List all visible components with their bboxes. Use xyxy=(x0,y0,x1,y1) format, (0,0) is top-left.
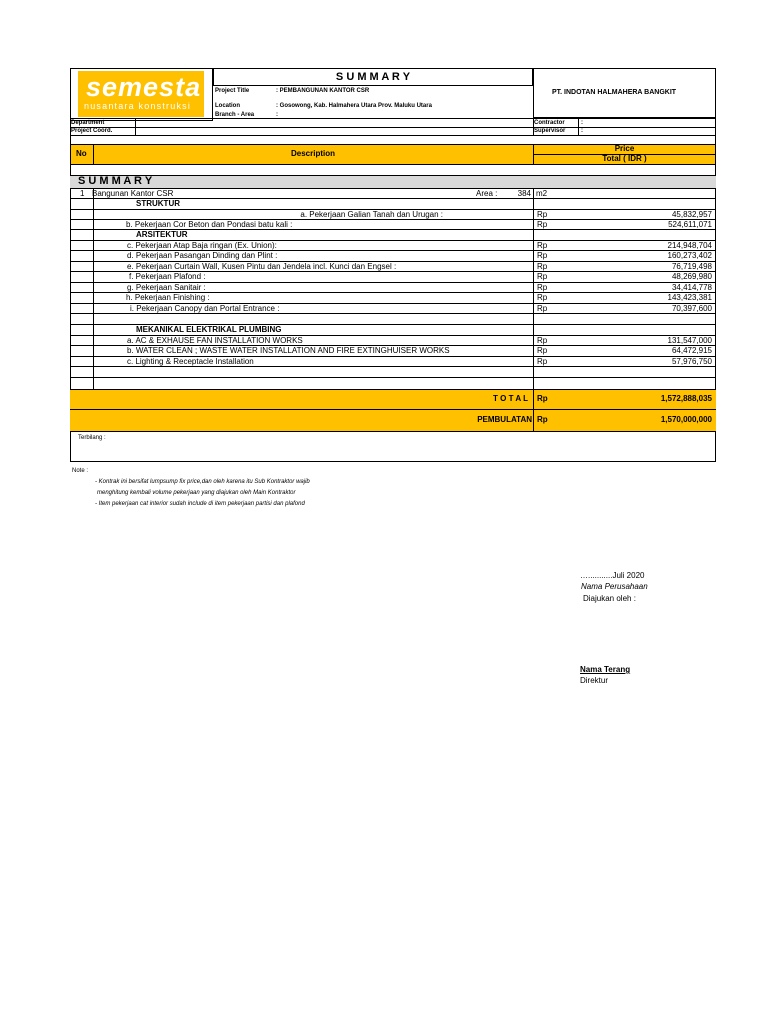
item-label: f. Pekerjaan Plafond : xyxy=(129,272,206,281)
project-title-label: Project Title xyxy=(215,88,250,94)
item-currency: Rp xyxy=(537,304,548,313)
item-currency: Rp xyxy=(537,262,548,271)
submitted-by: Diajukan oleh : xyxy=(583,594,636,603)
item-amount: 45,832,957 xyxy=(671,210,712,219)
main-item-number: 1 xyxy=(80,189,85,198)
item-currency: Rp xyxy=(537,357,548,366)
logo-subtitle: nusantara konstruksi xyxy=(84,101,192,111)
signatory-name: Nama Terang xyxy=(580,665,631,674)
col-price-header: Price xyxy=(614,144,635,153)
total-row xyxy=(70,389,716,410)
rounding-row xyxy=(70,410,716,432)
divider xyxy=(578,118,579,135)
item-currency: Rp xyxy=(537,283,548,292)
section-title: S U M M A R Y xyxy=(78,175,153,187)
contractor-value: : xyxy=(581,120,583,126)
item-label: a. AC & EXHAUSE FAN INSTALLATION WORKS xyxy=(127,336,303,345)
item-label: e. Pekerjaan Curtain Wall, Kusen Pintu dan Jendela incl. Kunci dan Engsel : xyxy=(127,262,397,271)
item-currency: Rp xyxy=(537,251,548,260)
location-label: Location xyxy=(215,103,240,109)
row-separator xyxy=(70,313,716,314)
terbilang-label: Terbilang : xyxy=(78,435,106,441)
project-title-value: : PEMBANGUNAN KANTOR CSR xyxy=(276,88,370,94)
group-title-arsitektur: ARSITEKTUR xyxy=(136,230,188,239)
total-label: T O T A L xyxy=(493,394,528,403)
item-currency: Rp xyxy=(537,293,548,302)
area-unit: m2 xyxy=(536,189,548,198)
signature-date: …...........Juli 2020 xyxy=(580,571,645,580)
divider xyxy=(70,118,716,119)
item-currency: Rp xyxy=(537,336,548,345)
total-amount: 1,572,888,035 xyxy=(660,394,712,403)
note-label: Note : xyxy=(72,468,89,474)
item-label: b. WATER CLEAN ; WASTE WATER INSTALLATION AND FIRE EXTINGHUISER WORKS xyxy=(127,346,450,355)
item-label: d. Pekerjaan Pasangan Dinding dan Plint : xyxy=(127,251,278,260)
contractor-label: Contractor xyxy=(534,120,565,126)
note-line: menghitung kembali volume pekerjaan yang diajukan oleh Main Kontraktor xyxy=(97,490,296,496)
item-currency: Rp xyxy=(537,346,548,355)
item-amount: 214,948,704 xyxy=(667,241,712,250)
main-item-name: Bangunan Kantor CSR xyxy=(92,189,174,198)
group-title-struktur: STRUKTUR xyxy=(136,199,180,208)
branch-label: Branch - Area xyxy=(215,112,255,118)
item-amount: 64,472,915 xyxy=(671,346,712,355)
divider xyxy=(70,127,716,128)
item-label: b. Pekerjaan Cor Beton dan Pondasi batu kali : xyxy=(126,220,293,229)
rounding-amount: 1,570,000,000 xyxy=(660,415,712,424)
item-label: g. Pekerjaan Sanitair : xyxy=(127,283,206,292)
item-currency: Rp xyxy=(537,272,548,281)
row-separator xyxy=(70,366,716,367)
item-amount: 524,611,071 xyxy=(668,220,712,229)
department-label: Department xyxy=(71,120,105,126)
rounding-currency: Rp xyxy=(537,415,548,424)
project-coord-label: Project Coord. xyxy=(71,128,113,134)
col-description-header: Description xyxy=(290,149,335,158)
rounding-label: PEMBULATAN xyxy=(477,415,532,424)
company-name: Nama Perusahaan xyxy=(581,582,648,591)
item-amount: 131,547,000 xyxy=(667,336,712,345)
item-label: i. Pekerjaan Canopy dan Portal Entrance : xyxy=(130,304,280,313)
col-total-header: Total ( IDR ) xyxy=(602,154,647,163)
item-label: a. Pekerjaan Galian Tanah dan Urugan : xyxy=(300,210,443,219)
note-line: - Item pekerjaan cat interior sudah include di item pekerjaan partisi dan plafond xyxy=(95,501,305,507)
item-label: c. Pekerjaan Atap Baja ringan (Ex. Union): xyxy=(127,241,277,250)
item-currency: Rp xyxy=(537,220,548,229)
divider xyxy=(70,135,716,136)
item-amount: 143,423,381 xyxy=(667,293,712,302)
item-amount: 48,269,980 xyxy=(671,272,712,281)
col-no-header: No xyxy=(76,149,87,158)
location-value: : Gosowong, Kab. Halmahera Utara Prov. Maluku Utara xyxy=(276,103,432,109)
item-label: c. Lighting & Receptacle Installation xyxy=(127,357,254,366)
signatory-title: Direktur xyxy=(580,676,609,685)
branch-value: : xyxy=(276,112,278,118)
item-label: h. Pekerjaan Finishing : xyxy=(126,293,210,302)
area-label: Area : xyxy=(476,189,498,198)
supervisor-label: Supervisor xyxy=(534,128,566,134)
summary-title: S U M M A R Y xyxy=(335,71,411,83)
item-amount: 76,719,498 xyxy=(671,262,712,271)
client-name: PT. INDOTAN HALMAHERA BANGKIT xyxy=(552,89,677,96)
row-separator xyxy=(70,377,716,378)
item-amount: 57,976,750 xyxy=(671,357,712,366)
item-amount: 70,397,600 xyxy=(671,304,712,313)
area-value: 384 xyxy=(517,189,531,198)
item-amount: 34,414,778 xyxy=(671,283,712,292)
section-title-bar xyxy=(70,175,716,188)
group-title-mep: MEKANIKAL ELEKTRIKAL PLUMBING xyxy=(136,325,282,334)
item-currency: Rp xyxy=(537,210,548,219)
supervisor-value: : xyxy=(581,128,583,134)
item-currency: Rp xyxy=(537,241,548,250)
total-currency: Rp xyxy=(537,394,548,403)
divider xyxy=(135,118,136,135)
logo-word: semesta xyxy=(86,72,202,102)
note-line: - Kontrak ini bersifat lumpsump fix price,dan oleh karena itu Sub Kontraktor wajib xyxy=(95,479,310,485)
divider xyxy=(533,389,534,432)
item-amount: 160,273,402 xyxy=(667,251,712,260)
